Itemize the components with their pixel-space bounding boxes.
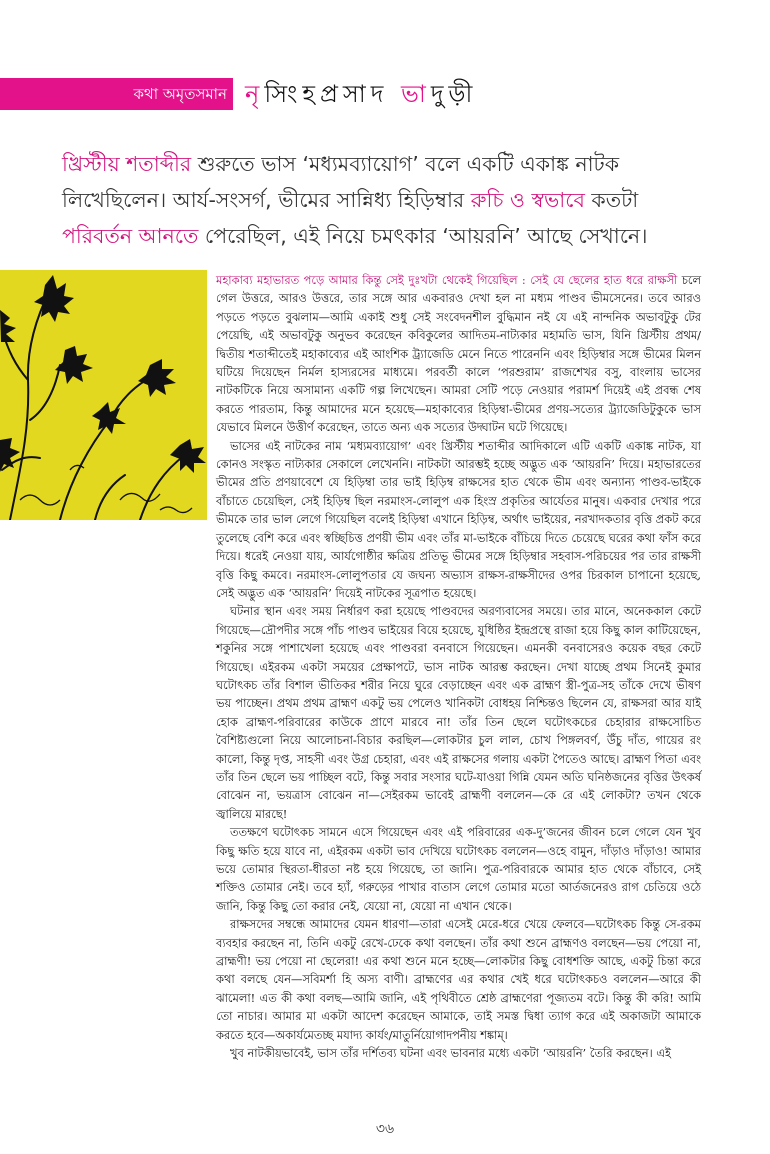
section-label-bar xyxy=(0,78,233,110)
article-paragraph: ঘটনার স্থান এবং সময় নির্ধারণ করা হয়েছে পাণ্ডবদের অরণ্যবাসের সময়ে। তার মানে, অনেককাল কেটে গিয়েছে—দ্রৌপদীর সঙ্গে পাঁচ পাণ্ডব ভাইয়ের বিয়ে হয়েছে, যুধিষ্ঠির ইন্দ্রপ্রস্থে রাজা হয়ে কিছু কাল কাটিয়েছেন, শকুনির সঙ্গে পাশাখেলা হয়েছে এবং পাণ্ডবরা বনবাসে গিয়েছেন। এমনকী বনবাসেরও কয়েক বছর কেটে গিয়েছে। এইরকম একটা সময়ের প্রেক্ষাপটে, ভাস নাটক আরম্ভ করছেন। দেখা যাচ্ছে প্রথম সিনেই কুমার ঘটোৎকচ তাঁর বিশাল ভীতিকর শরীর নিয়ে ঘুরে বেড়াচ্ছেন এবং এক ব্রাহ্মণ স্ত্রী-পুত্র-সহ তাঁকে দেখে ভীষণ ভয় পাচ্ছেন। প্রথম প্রথম ব্রাহ্মণ একটু ভয় পেলেও খানিকটা বোধহয় নিশ্চিন্তও ছিলেন যে, রাক্ষসরা আর যাই হোক ব্রাহ্মণ-পরিবারের কাউকে প্রাণে মারবে না! তাঁর তিন ছেলে ঘটোৎকচের চেহারার রাক্ষসোচিত বৈশিষ্ট্যগুলো নিয়ে আলোচনা-বিচার করছিল—লোকটার চুল লাল, চোখ পিঙ্গলবর্ণ, উঁচু দাঁত, গায়ের রং কালো, কিন্তু দৃপ্ত, সাহসী এবং উগ্র চেহারা, এবং এই রাক্ষসের গলায় একটা পৈতেও আছে। ব্রাহ্মণ পিতা এবং তাঁর তিন ছেলে ভয় পাচ্ছিল বটে, কিন্তু সবার সংসার ঘটে-যাওয়া গিন্নি যেমন অতি ঘনিষ্ঠজনের বৃত্তির উৎকর্ষ বোঝেন না, ভয়ত্রাস বোঝেন না—সেইরকম ভাবেই ব্রাহ্মণী বললেন—কে রে এই লোকটা? তখন থেকে জ্বালিয়ে মারছে! xyxy=(216,604,701,821)
article-paragraph-text: চলে গেল উত্তরে, আরও উত্তরে, তার সঙ্গে আর একবারও দেখা হল না মধ্যম পাণ্ডব ভীমসেনের। তবে আরও পড়তে পড়তে বুঝলাম—আমি একাই শুধু সেই সংবেদনশীল বুদ্ধিমান নই যে এই নান্দনিক অভাবটুকু টের পেয়েছি, এই অভাবটুকু অনুভব করেছেন কবিকুলের আদিতম-নাট্যকার মহামতি ভাস, যিনি খ্রিস্টীয় প্রথম/দ্বিতীয় শতাব্দীতেই মহাকাব্যের এই আংশিক ট্র্যাজেডি মেনে নিতে পারেননি এবং হিড়িম্বার সঙ্গে ভীমের মিলন ঘটিয়ে দিয়েছেন নির্মল হাস্যরসের মাধ্যমে। পরবর্তী কালে ‘পরশুরাম’ রাজশেখর বসু, বাংলায় ভাসের নাটকটিকে নিয়ে অসামান্য একটি গল্প লিখেছেন। আমরা সেটি পড়ে নেওয়ার পরামর্শ দিয়েই এই প্রবন্ধ শেষ করতে পারতাম, কিন্তু আমাদের মনে হয়েছে—মহাকাব্যের হিড়িম্বা-ভীমের প্রণয়-সত্যের ট্র্যাজেডিটুকুকে ভাস যেভাবে মিলনে উত্তীর্ণ করেছেন, তাতে অন্য এক সত্যের উদ্ঘাটন ঘটে গিয়েছে। xyxy=(216,273,701,435)
pull-quote-highlight: রুচি ও স্বভাবে xyxy=(470,188,585,212)
section-label: কথা অমৃতসমান xyxy=(133,85,227,103)
tree-sketch-illustration xyxy=(0,270,207,520)
author-name-part: ভা xyxy=(400,80,431,108)
author-name-part: নৃ xyxy=(245,80,265,108)
article-lead-text: মহাকাব্য মহাভারত পড়ে আমার কিন্তু সেই দুঃখটা থেকেই গিয়েছিল : সেই যে ছেলের হাত ধরে রাক্ষসী xyxy=(216,273,678,287)
pull-quote-highlight: পরিবর্তন আনতে xyxy=(62,224,199,248)
pull-quote-highlight: খ্রিস্টীয় শতাব্দীর xyxy=(62,152,192,176)
author-name-part: দুড়ী xyxy=(430,80,478,108)
article-paragraph: খুব নাটকীয়ভাবেই, ভাস তাঁর দর্শিতব্য ঘটনা এবং ভাবনার মধ্যে একটা ‘আয়রনি’ তৈরি করছেন। এই xyxy=(230,1046,671,1061)
pull-quote-text: পেরেছিল, এই নিয়ে চমৎকার ‘আয়রনি’ আছে সেখানে। xyxy=(198,224,648,248)
pull-quote-text: কতটা xyxy=(584,188,639,212)
pull-quote-text: শুরুতে ভাস ‘মধ্যমব্যায়োগ’ বলে একটি একাঙ্ক নাটক লিখেছিলেন। আর্য-সংসর্গ, ভীমের সান্নিধ্য হিড়িম্বার xyxy=(62,152,620,212)
article-paragraph: রাক্ষসদের সম্বন্ধে আমাদের যেমন ধারণা—তারা এসেই মেরে-ধরে খেয়ে ফেলবে—ঘটোৎকচ কিন্তু সে-রকম ব্যবহার করছেন না, তিনি একটু রেখে-ঢেকে কথা বলছেন। তাঁর কথা শুনে ব্রাহ্মণও বলছেন—ভয় পেয়ো না, ব্রাহ্মণী! ভয় পেয়ো না ছেলেরা! এর কথা শুনে মনে হচ্ছে—লোকটার কিছু বোধশক্তি আছে, একটু চিন্তা করে কথা বলছে যেন—সবিমর্শা হি অস্য বাণী। ব্রাহ্মণের এর কথার খেই ধরে ঘটোৎকচও বললেন—আরে কী ঝামেলা! এত কী কথা বলছ—আমি জানি, এই পৃথিবীতে শ্রেষ্ঠ ব্রাহ্মণেরা পূজ্যতম বটে। কিন্তু কী করি! আমি তো নাচার। আমার মা একটা আদেশ করেছেন আমাকে, তাই সমস্ত দ্বিধা ত্যাগ করে এই অকাজটা আমাকে করতে হবে—অকার্যমেতচ্ছ মযাদ্য কার্যং/মাতুর্নিয়োগাদপনীয় শঙ্কাম্। xyxy=(216,917,701,1042)
author-name-part: সিংহপ্রসাদ xyxy=(264,80,401,108)
pull-quote xyxy=(62,146,712,254)
article-body xyxy=(216,271,701,1062)
article-paragraph: ততক্ষণে ঘটোৎকচ সামনে এসে গিয়েছেন এবং এই পরিবারের এক-দু’জনের জীবন চলে গেলে যেন খুব কিছু ক্ষতি হয়ে যাবে না, এইরকম একটা ভাব দেখিয়ে ঘটোৎকচ বললেন—ওহে বামুন, দাঁড়াও দাঁড়াও! আমার ভয়ে তোমার স্থিরতা-ধীরতা নষ্ট হয়ে গিয়েছে, তা জানি। পুত্র-পরিবারকে আমার হাত থেকে বাঁচাবে, সেই শক্তিও তোমার নেই। তবে হ্যাঁ, গরুড়ের পাখার বাতাস লেগে তোমার মতো আর্তজনেরও রাগ চেতিয়ে ওঠে জানি, কিন্তু কিছু তো করার নেই, যেয়ো না, যেয়ো না এখান থেকে। xyxy=(216,825,701,913)
article-paragraph: ভাসের এই নাটকের নাম ‘মধ্যমব্যায়োগ’ এবং খ্রিস্টীয় শতাব্দীর আদিকালে এটি একটি একাঙ্ক নাটক, যা কোনও সংস্কৃত নাট্যকার সেকালে লেখেননি। নাটকটা আরম্ভই হচ্ছে অদ্ভুত এক ‘আয়রনি’ দিয়ে। মহাভারতের ভীমের প্রতি প্রণয়াবেশে যে হিড়িম্বা তার ভাই হিড়িম্ব রাক্ষসের হাত থেকে ভীম এবং অন্যান্য পাণ্ডব-ভাইকে বাঁচাতে চেয়েছিল, সেই হিড়িম্ব ছিল নরমাংস-লোলুপ এক হিংস্র প্রকৃতির আর্যেতর মানুষ। একবার দেখার পরে ভীমকে তার ভাল লেগে গিয়েছিল বলেই হিড়িম্বা এখানে হিড়িম্ব, অর্থাৎ ভাইয়ের, নরখাদকতার বৃত্তি প্রকট করে তুলেছে বেশি করে এবং স্বচ্ছিচিত্ত প্রণয়ী ভীম এবং তাঁর মা-ভাইকে বাঁচিয়ে দিতে চেয়েছে ঘরের কথা ফাঁস করে দিয়ে। ধরেই নেওয়া যায়, আর্যগোষ্ঠীর ক্ষত্রিয় প্রতিভূ ভীমের সঙ্গে হিড়িম্বার সহবাস-পরিচয়ের পর তার রাক্ষসী বৃত্তি কিছু কমবে। নরমাংস-লোলুপতার যে জঘন্য অভ্যাস রাক্ষস-রাক্ষসীদের ওপর চিরকাল চাপানো হয়েছে, সেই অদ্ভুত এক ‘আয়রনি’ দিয়েই নাটকের সূত্রপাত হয়েছে। xyxy=(216,438,701,600)
tree-sketch-icon xyxy=(0,270,207,520)
article-paragraph xyxy=(216,271,701,437)
author-name xyxy=(245,76,477,116)
page-number: ৩৬ xyxy=(375,1121,395,1137)
